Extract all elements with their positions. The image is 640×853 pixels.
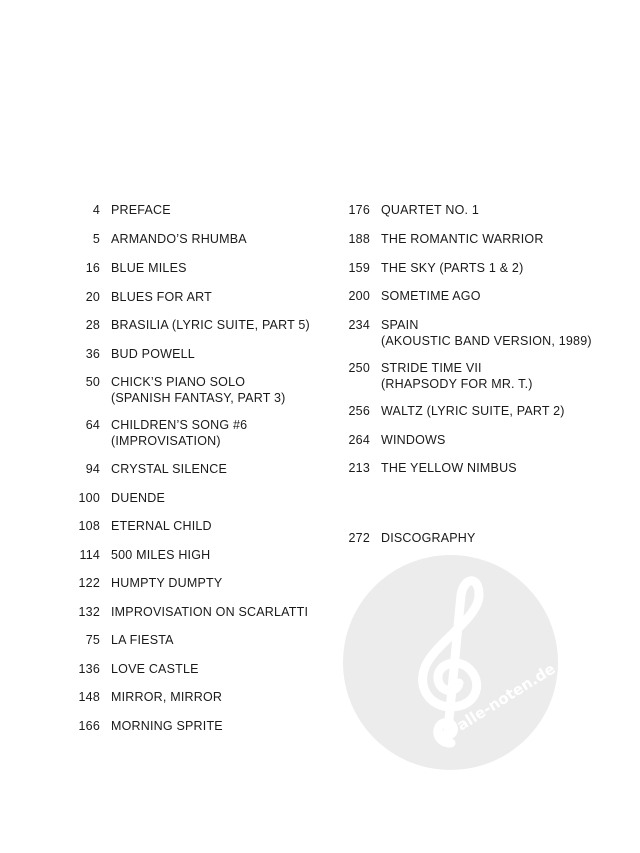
toc-page-number: 4	[92, 203, 100, 217]
toc-entry	[60, 374, 320, 417]
toc-page-number: 200	[348, 289, 370, 303]
toc-title: CRYSTAL SILENCE	[111, 462, 228, 476]
toc-title: 500 MILES HIGH	[111, 548, 211, 562]
toc-entry	[330, 460, 600, 489]
toc-page-number: 272	[348, 531, 370, 545]
toc-entry	[60, 260, 320, 289]
toc-page-number: 20	[85, 290, 100, 304]
toc-page-number: 159	[348, 261, 370, 275]
toc-entry	[330, 288, 600, 317]
toc-title: ETERNAL CHILD	[111, 519, 212, 533]
toc-page-number: 188	[348, 232, 370, 246]
toc-title: DISCOGRAPHY	[381, 531, 476, 545]
toc-title: BUD POWELL	[111, 347, 195, 361]
toc-entry	[330, 360, 600, 403]
toc-page-number: 16	[85, 261, 100, 275]
toc-title: QUARTET NO. 1	[381, 203, 479, 217]
toc-entry	[60, 417, 320, 461]
toc-page-number: 132	[78, 605, 100, 619]
toc-entry	[330, 202, 600, 231]
toc-title: CHICK’S PIANO SOLO (SPANISH FANTASY, PART 3)	[111, 375, 286, 405]
toc-title: LA FIESTA	[111, 633, 174, 647]
toc-entry	[60, 661, 320, 689]
toc-page-number: 50	[85, 375, 100, 389]
toc-page-number: 166	[78, 719, 100, 733]
toc-title: HUMPTY DUMPTY	[111, 576, 223, 590]
toc-title: BLUE MILES	[111, 261, 187, 275]
toc-entry	[60, 461, 320, 490]
toc-title: PREFACE	[111, 203, 171, 217]
toc-title: CHILDREN’S SONG #6 (IMPROVISATION)	[111, 418, 248, 448]
toc-title: MIRROR, MIRROR	[111, 690, 223, 704]
toc-right-column	[330, 202, 600, 550]
toc-page-number: 264	[348, 433, 370, 447]
toc-title: THE ROMANTIC WARRIOR	[381, 232, 544, 246]
toc-page-number: 64	[85, 418, 100, 432]
toc-entry-discography	[330, 530, 600, 550]
toc-entry	[330, 260, 600, 288]
toc-page-number: 148	[78, 690, 100, 704]
treble-clef-icon	[343, 555, 558, 770]
toc-entry	[60, 317, 320, 346]
watermark-text: alle-noten.de	[453, 659, 558, 735]
toc-entry	[60, 289, 320, 317]
toc-entry	[60, 718, 320, 738]
toc-page-number: 100	[78, 491, 100, 505]
toc-entry	[60, 547, 320, 575]
toc-page-number: 94	[85, 462, 100, 476]
toc-title: WALTZ (LYRIC SUITE, PART 2)	[381, 404, 565, 418]
toc-entry	[60, 202, 320, 231]
toc-entry	[60, 604, 320, 632]
toc-title: DUENDE	[111, 491, 165, 505]
toc-title: IMPROVISATION ON SCARLATTI	[111, 605, 309, 619]
toc-page-number: 234	[348, 318, 370, 332]
toc-title: LOVE CASTLE	[111, 662, 199, 676]
watermark-logo	[343, 555, 558, 770]
toc-entry	[330, 403, 600, 432]
toc-title: THE YELLOW NIMBUS	[381, 461, 517, 475]
toc-title: WINDOWS	[381, 433, 446, 447]
toc-page-number: 136	[78, 662, 100, 676]
toc-title: STRIDE TIME VII (RHAPSODY FOR MR. T.)	[381, 361, 533, 391]
toc-entry	[60, 689, 320, 718]
toc-title: BRASILIA (LYRIC SUITE, PART 5)	[111, 318, 310, 332]
toc-title: SPAIN (AKOUSTIC BAND VERSION, 1989)	[381, 318, 592, 348]
toc-page-number: 122	[78, 576, 100, 590]
toc-entry	[60, 632, 320, 661]
toc-title: MORNING SPRITE	[111, 719, 223, 733]
toc-title: ARMANDO’S RHUMBA	[111, 232, 247, 246]
toc-entry	[330, 432, 600, 460]
toc-page-number: 176	[348, 203, 370, 217]
toc-page-number: 256	[348, 404, 370, 418]
toc-title: BLUES FOR ART	[111, 290, 213, 304]
toc-page-number: 108	[78, 519, 100, 533]
toc-title: SOMETIME AGO	[381, 289, 481, 303]
toc-entry	[60, 231, 320, 260]
toc-page-number: 5	[92, 232, 100, 246]
toc-entry	[60, 346, 320, 374]
toc-title: THE SKY (PARTS 1 & 2)	[381, 261, 524, 275]
toc-page-number: 28	[85, 318, 100, 332]
toc-entry	[330, 231, 600, 260]
toc-left-column	[60, 202, 320, 738]
toc-entry	[60, 575, 320, 604]
toc-page-number: 75	[85, 633, 100, 647]
toc-entry	[60, 490, 320, 518]
toc-page-number: 213	[348, 461, 370, 475]
toc-spacer	[330, 489, 600, 530]
toc-entry	[330, 317, 600, 360]
toc-page-number: 36	[85, 347, 100, 361]
toc-entry	[60, 518, 320, 547]
toc-page-number: 250	[348, 361, 370, 375]
toc-page-number: 114	[79, 548, 100, 562]
